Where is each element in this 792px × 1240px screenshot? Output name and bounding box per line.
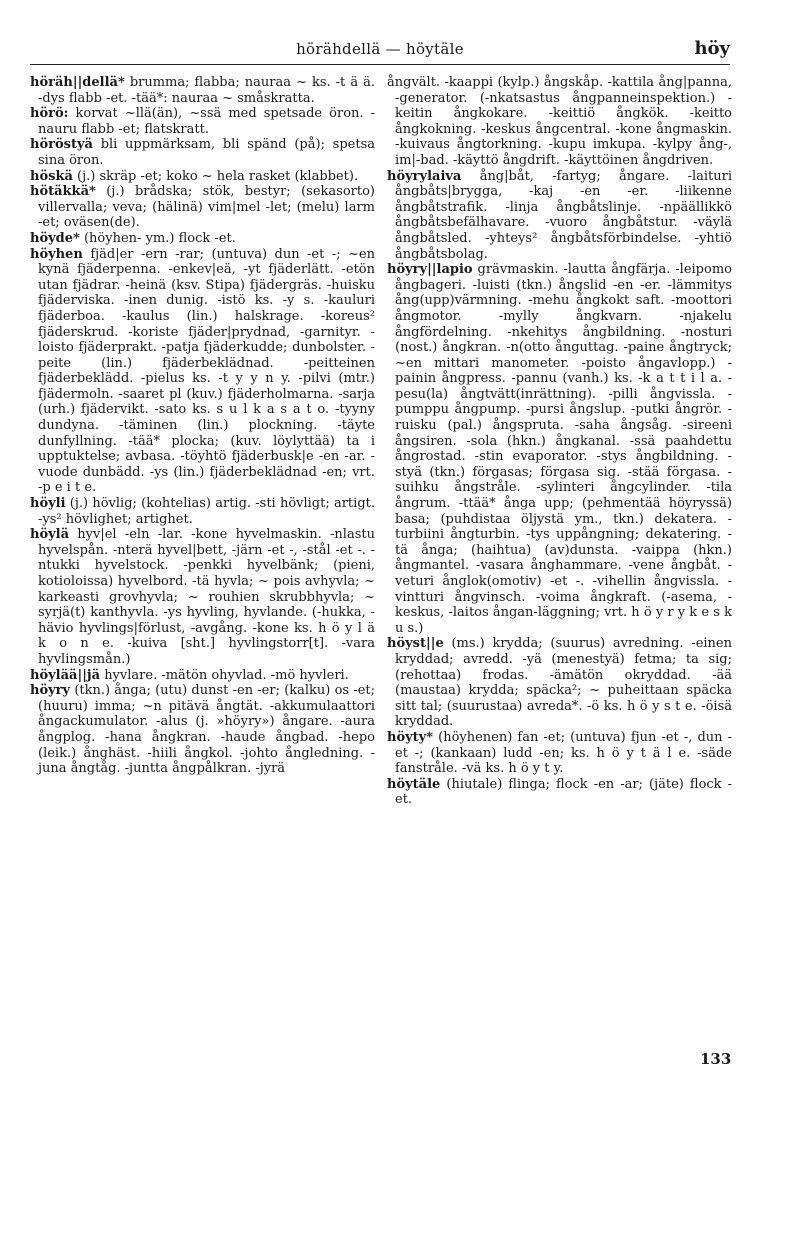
entry-headword: höytäle bbox=[387, 776, 441, 792]
page-number: 133 bbox=[700, 1050, 732, 1068]
entry-definition: (j.) brådska; stök, bestyr; (sekasorto) villervalla; veva; (hälinä) vim|mel -let; (melu) larm -et; oväsen(de). bbox=[38, 184, 376, 231]
running-head: hörähdellä — höytäle bbox=[296, 40, 464, 58]
dictionary-entry bbox=[387, 262, 732, 636]
dictionary-entry bbox=[30, 683, 375, 777]
entry-definition: ång|båt, -fartyg; ångare. -laituri ångbåts|brygga, -kaj -en -er. -liikenne ångbåtstrafik. -linja ångbåtslinje. -npäällikkö ångbåtsbefälhavare. -vuoro ångbåtstur. -väylä ångbåtsled. -yhteys² ångbåtsförbindelse. -yhtiö ångbåtsbolag. bbox=[395, 168, 732, 262]
entry-headword: höylää||jä bbox=[30, 667, 101, 683]
dictionary-entry bbox=[30, 184, 375, 231]
entry-definition: ångvält. -kaappi (kylp.) ångskåp. -kattila ång|panna, -generator. (-nkatsastus ångpanneinspektion.) -keitin ångkokare. -keittiö ångkök. -keitto ångkokning. -keskus ångcentral. -kone ångmaskin. -kuivaus ångtorkning. -kupu imkupa. -kylpy ång-, im|-bad. -käyttö ångdrift. -käyttöinen ångdriven. bbox=[387, 75, 732, 168]
entry-headword: höröstyä bbox=[30, 137, 93, 153]
entry-definition: fjäd|er -ern -rar; (untuva) dun -et -; ~en kynä fjäderpenna. -enkev|eä, -yt fjäderlätt. -etön utan fjädrar. -heinä (ksv. Stipa) fjädergräs. -huisku fjäderviska. -inen dunig. -istö ks. -y s. -kauluri fjäderboa. -kaulus (lin.) halskrage. -koreus² fjäderskrud. -koriste fjäder|prydnad, -garnityr. -loisto fjäderprakt. -patja fjäderkudde; dunbolster. -peite (lin.) fjäderbeklädnad. -peitteinen fjäderbeklädd. -pielus ks. -t y y n y. -pilvi (mtr.) fjädermoln. -saaret pl (kuv.) fjäderholmarna. -sarja (urh.) fjädervikt. -sato ks. s u l k a s a t o. -tyyny dundyna. -täminen (lin.) plockning. -täyte dunfyllning. -tää* plocka; (kuv. löylyttää) ta i upptuktelse; avbasa. -töyhtö fjäderbusk|e -en -ar. -vuode dunbädd. -ys (lin.) fjäderbeklädnad -en; vrt. -p e i t e. bbox=[38, 246, 375, 496]
right-column bbox=[387, 75, 732, 808]
entry-headword: höylä bbox=[30, 527, 70, 543]
dictionary-entry bbox=[387, 730, 732, 777]
dictionary-entry bbox=[30, 231, 375, 247]
entry-headword: höskä bbox=[30, 168, 73, 184]
entry-definition: (höyhen- ym.) flock -et. bbox=[83, 230, 236, 246]
guide-word: höy bbox=[694, 38, 730, 59]
entry-definition: (tkn.) ånga; (utu) dunst -en -er; (kalku) os -et; (huuru) imma; ~n pitävä ångtät. -akkumulaattori ångackumulator. -alus (j. »höyry») ångare. -aura ångplog. -hana ångkran. -haude ångbad. -hepo (leik.) ånghäst. -hiili ångkol. -johto ångledning. -juna ångtåg. -juntta ångpålkran. -jyrä bbox=[38, 683, 376, 777]
entry-headword: höyry bbox=[30, 683, 71, 699]
dictionary-entry bbox=[30, 137, 375, 168]
dictionary-entry bbox=[387, 169, 732, 263]
entry-headword: höyst||e bbox=[387, 636, 444, 652]
entry-definition: (j.) hövlig; (kohtelias) artig. -sti hövligt; artigt. -ys² hövlighet; artighet. bbox=[38, 496, 375, 527]
dictionary-entry bbox=[387, 636, 732, 730]
entry-definition: hyvlare. -mätön ohyvlad. -mö hyvleri. bbox=[104, 667, 349, 683]
dictionary-entry bbox=[387, 75, 732, 169]
entry-definition: bli uppmärksam, bli spänd (på); spetsa sina öron. bbox=[38, 137, 375, 168]
entry-headword: höyrylaiva bbox=[387, 168, 462, 184]
dictionary-entry bbox=[30, 668, 375, 684]
entry-definition: (höyhenen) fan -et; (untuva) fjun -et -, dun -et -; (kankaan) ludd -en; ks. h ö y t ä l e. -säde fanstråle. -vä ks. h ö y t y. bbox=[395, 729, 732, 777]
entry-headword: höyty* bbox=[387, 729, 434, 745]
entry-definition: hyv|el -eln -lar. -kone hyvelmaskin. -nlastu hyvelspån. -nterä hyvel|bett, -järn -et -, -stål -et -. -ntukki hyvelstock. -penkki hyvelbänk; (pieni, kotioloissa) hyvelbord. -tä hyvla; ~ pois avhyvla; ~ karkeasti grovhyvla; ~ rouhien skrubbhyvla; ~ syrjä(t) kanthyvla. -ys hyvling, hyvlande. (-hukka, -hävio hyvlings|förlust, -avgång. -kone ks. h ö y l ä k o n e. -kuiva [sht.] hyvlingstorr[t]. -vara hyvlingsmån.) bbox=[38, 527, 375, 667]
entry-definition: (ms.) krydda; (suurus) avredning. -einen kryddad; avredd. -yä (menestyä) fetma; ta sig; (rehottaa) frodas. -ämätön okryddad. -ää (maustaa) krydda; späcka²; ~ puheittaan späcka sitt tal; (suurustaa) avreda*. -ö ks. h ö y s t e. -öisä kryddad. bbox=[395, 636, 732, 730]
dictionary-entry bbox=[30, 75, 375, 106]
entry-headword: hötäkkä* bbox=[30, 184, 96, 200]
page-header bbox=[30, 38, 730, 65]
entry-headword: höyde* bbox=[30, 230, 80, 246]
entry-definition: brumma; flabba; nauraa ~ ks. -t ä ä. -dys flabb -et. -tää*: nauraa ~ småskratta. bbox=[38, 75, 375, 106]
entry-headword: höyry||lapio bbox=[387, 262, 473, 278]
dictionary-entry bbox=[387, 777, 732, 808]
entry-headword: höyli bbox=[30, 496, 66, 512]
entry-definition: grävmaskin. -lautta ångfärja. -leipomo ångbageri. -luisti (tkn.) ångslid -en -er. -lämmitys ång(upp)värmning. -mehu ångkokt saft. -moottori ångmotor. -mylly ångkvarn. -njakelu ångfördelning. -nkehitys ångbildning. -nosturi (nost.) ångkran. -n(otto ånguttag. -paine ångtryck; ~en mittari manometer. -poisto ångavlopp.) -painin ångpress. -pannu (vanh.) ks. -k a t t i l a. -pesu(la) ångtvätt(inrättning). -pilli ångvissla. -pumppu ångpump. -pursi ångslup. -putki ångrör. -ruisku (pal.) ångspruta. -saha ångsåg. -sireeni ångsiren. -sola (hkn.) ångkanal. -ssä paahdettu ångrostad. -stin evaporator. -stys ångbildning. -styä (tkn.) förgasas; förgasa sig. -stää förgasa. -suihku ångstråle. -sylinteri ångcylinder. -tila ångrum. -ttää* ånga upp; (pehmentää höyryssä) basa; (puhdistaa öljystä ym., tkn.) dekatera. -turbiini ångturbin. -tys uppångning; dekatering. -tä ånga; (haihtua) (av)dunsta. -vaippa (hkn.) ångmantel. -vasara ånghammare. -vene ångbåt. -veturi ånglok(omotiv) -et -. -vihellin ångvissla. -vintturi ångvinsch. -voima ångkraft. (-asema, -keskus, -laitos ångan-läggning; vrt. h ö y r y k e s k u s.) bbox=[395, 262, 732, 636]
left-column bbox=[30, 75, 375, 777]
dictionary-entry bbox=[30, 496, 375, 527]
entry-definition: korvat ~llä(än), ~ssä med spetsade öron. -nauru flabb -et; flatskratt. bbox=[38, 106, 375, 137]
entry-headword: hörö: bbox=[30, 106, 69, 122]
entry-headword: höräh||dellä* bbox=[30, 75, 125, 90]
dictionary-entry bbox=[30, 527, 375, 667]
dictionary-entry bbox=[30, 247, 375, 497]
entry-headword: höyhen bbox=[30, 246, 83, 262]
dictionary-entry bbox=[30, 106, 375, 137]
entry-definition: (j.) skräp -et; koko ~ hela rasket (klabbet). bbox=[77, 168, 359, 184]
dictionary-entry bbox=[30, 169, 375, 185]
entry-definition: (hiutale) flinga; flock -en -ar; (jäte) flock -et. bbox=[395, 776, 732, 808]
